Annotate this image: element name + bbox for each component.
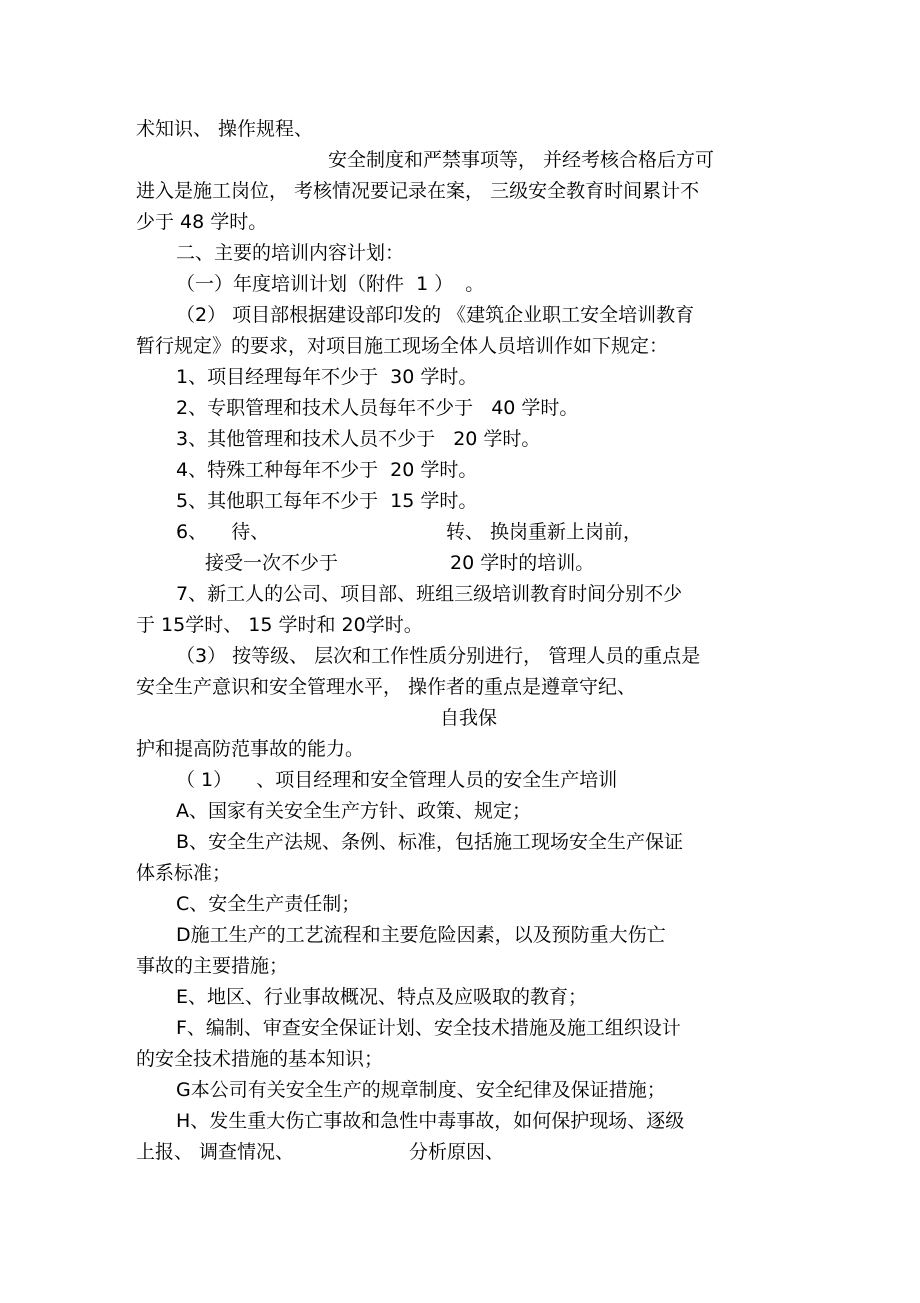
text-line: 上报、 调查情况、 — [136, 1141, 295, 1163]
text-line: （2） 项目部根据建设部印发的 《建筑企业职工安全培训教育 — [176, 304, 695, 326]
text-line: 6、 待、 — [176, 521, 270, 543]
text-line: 接受一次不少于 — [205, 552, 339, 574]
text-line: 护和提高防范事故的能力。 — [136, 738, 365, 760]
text-line: D施工生产的工艺流程和主要危险因素，以及预防重大伤亡 — [176, 924, 666, 946]
text-line: 1、项目经理每年不少于 30 学时。 — [176, 366, 478, 388]
text-line: 少于 48 学时。 — [136, 211, 268, 233]
text-line: B、安全生产法规、条例、标准，包括施工现场安全生产保证 — [176, 831, 684, 853]
text-line: 20 学时的培训。 — [450, 552, 595, 574]
text-line: 转、 换岗重新上岗前， — [446, 521, 643, 543]
text-line: A、国家有关安全生产方针、政策、规定； — [176, 800, 531, 822]
text-line: 暂行规定》的要求，对项目施工现场全体人员培训作如下规定： — [136, 335, 669, 357]
text-line: 体系标准； — [136, 862, 232, 884]
text-line: 分析原因、 — [409, 1141, 505, 1163]
text-line: 3、其他管理和技术人员不少于 20 学时。 — [176, 428, 541, 450]
text-line: 安全生产意识和安全管理水平， 操作者的重点是遵章守纪、 — [136, 676, 637, 698]
text-line: 于 15学时、 15 学时和 20学时。 — [136, 614, 423, 636]
text-line: 自我保 — [440, 707, 498, 729]
text-line: F、编制、审查安全保证计划、安全技术措施及施工组织设计 — [176, 1017, 681, 1039]
text-line: （ 1） 、项目经理和安全管理人员的安全生产培训 — [176, 769, 618, 791]
text-line: 5、其他职工每年不少于 15 学时。 — [176, 490, 478, 512]
text-line: 7、新工人的公司、项目部、班组三级培训教育时间分别不少 — [176, 583, 683, 605]
text-line: （3） 按等级、 层次和工作性质分别进行， 管理人员的重点是 — [176, 645, 701, 667]
text-line: （一）年度培训计划（附件 1 ） 。 — [176, 273, 485, 295]
text-line: 的安全技术措施的基本知识； — [136, 1048, 384, 1070]
text-line: E、地区、行业事故概况、特点及应吸取的教育； — [176, 986, 588, 1008]
text-line: 4、特殊工种每年不少于 20 学时。 — [176, 459, 478, 481]
text-line: 进入是施工岗位， 考核情况要记录在案， 三级安全教育时间累计不 — [136, 180, 700, 202]
text-line: 2、专职管理和技术人员每年不少于 40 学时。 — [176, 397, 579, 419]
text-line: 事故的主要措施； — [136, 955, 289, 977]
text-line: 安全制度和严禁事项等， 并经考核合格后方可 — [328, 149, 715, 171]
text-line: 术知识、 操作规程、 — [136, 118, 314, 140]
text-line: G本公司有关安全生产的规章制度、安全纪律及保证措施； — [176, 1079, 666, 1101]
text-line: H、发生重大伤亡事故和急性中毒事故，如何保护现场、逐级 — [176, 1110, 685, 1132]
text-line: C、安全生产责任制； — [176, 893, 361, 915]
text-line: 二、主要的培训内容计划： — [176, 242, 405, 264]
